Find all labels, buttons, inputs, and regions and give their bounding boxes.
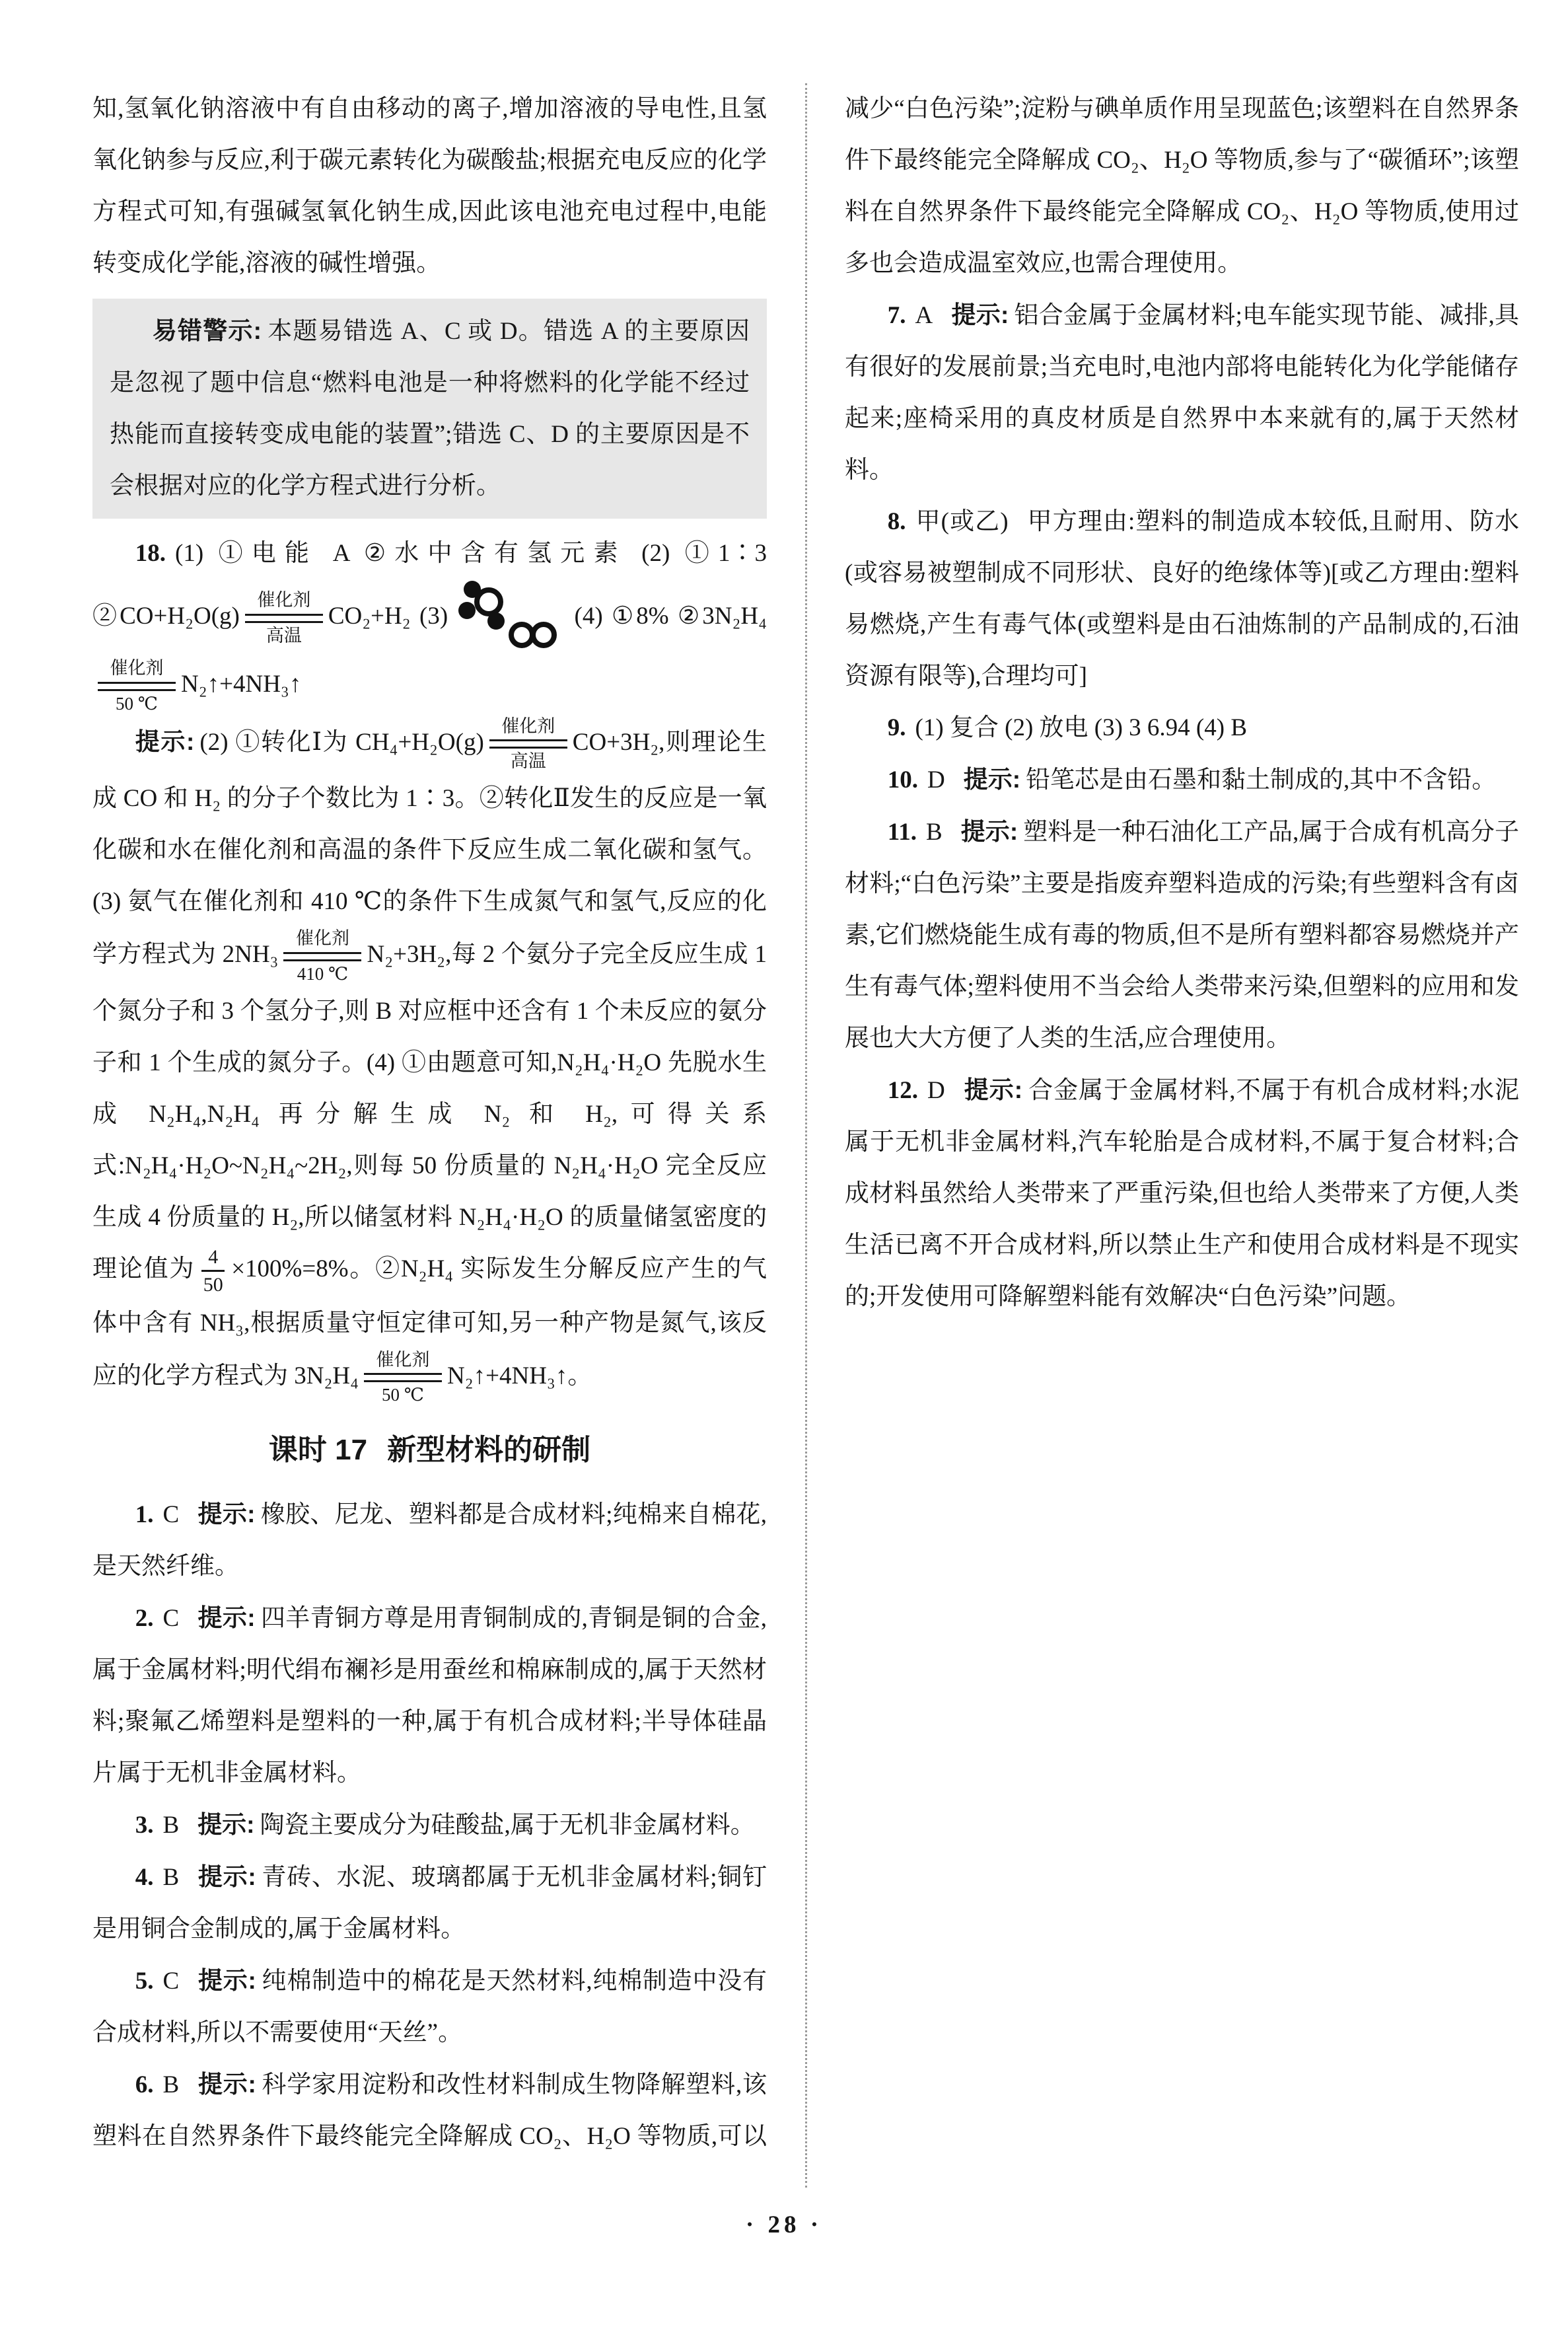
answer-letter: C bbox=[162, 1968, 180, 1995]
warning-text: 本题易错选 A、C 或 D。错选 A 的主要原因是忽视了题中信息“燃料电池是一种将燃料的化学能不经过热能而直接转变成电能的装置”;错选 C、D 的主要原因是不会根据对应的化学方程式进行分析。 bbox=[110, 318, 750, 499]
lesson-number: 课时 17 bbox=[268, 1434, 368, 1467]
item-text: 青砖、水泥、玻璃都属于无机非金属材料;铜钉是用铜合金制成的,属于金属材料。 bbox=[92, 1864, 767, 1943]
fraction: $\frac{4}{50}$ bbox=[201, 1244, 225, 1298]
reaction-condition: 催化剂 410 ℃ bbox=[283, 928, 361, 986]
answer-item-3 bbox=[92, 1799, 767, 1851]
warning-box bbox=[92, 299, 767, 519]
item-number: 1. bbox=[135, 1501, 154, 1529]
item-text: 合金属于金属材料,不属于有机合成材料;水泥属于无机非金属材料,汽车轮胎是合成材料,不属于复合材料;合成材料虽然给人类带来了严重污染,但也给人类带来了方便,人类生活已离不开合成材料,所以禁止生产和使用合成材料是不现实的;开发使用可降解塑料能有效解决“白色污染”问题。 bbox=[845, 1077, 1519, 1310]
answer-letter: C bbox=[162, 1501, 180, 1529]
answer-item-2 bbox=[92, 1592, 767, 1799]
reaction-condition: 催化剂 50 ℃ bbox=[98, 657, 176, 716]
molecule-diagram bbox=[448, 579, 565, 657]
answer-item-12 bbox=[845, 1064, 1519, 1323]
hint-label: 提示: bbox=[197, 1811, 255, 1839]
warning-paragraph bbox=[110, 305, 750, 512]
item-text: 甲方理由:塑料的制造成本较低,且耐用、防水(或容易被塑制成不同形状、良好的绝缘体等)[或乙方理由:塑料易燃烧,产生有毒气体(或塑料是由石油炼制的产品制成的,石油资源有限等),合理均可] bbox=[845, 508, 1519, 690]
item-number: 2. bbox=[135, 1605, 154, 1633]
answer-item-18 bbox=[92, 528, 767, 716]
item-number: 11. bbox=[887, 819, 917, 846]
answer-item-9 bbox=[845, 702, 1519, 754]
item-number: 4. bbox=[135, 1864, 154, 1892]
item-number: 6. bbox=[135, 2071, 154, 2099]
hint-label: 提示: bbox=[197, 1500, 256, 1528]
answer-letter: 甲(或乙) bbox=[915, 508, 1009, 535]
n2-molecule-icon bbox=[509, 620, 561, 651]
lesson-header bbox=[92, 1424, 767, 1477]
answer-letter: D bbox=[927, 1077, 945, 1104]
warning-label: 易错警示: bbox=[152, 317, 262, 344]
hint-text: (2) ①转化Ⅰ为 CH₄+H₂O(g) 催化剂 高温 CO+3H₂,则理论生成 CO 和 H₂ 的分子个数比为 1∶3。②转化Ⅱ发生的反应是一氧化碳和水在催化剂和高温的条件下反应生成二氧化碳和氢气。(3) 氨气在催化剂和 410 ℃的条件下生成氮气和氢气,反应的化学方程式为 2NH₃ 催化剂 410 ℃ N₂+3H₂,每 2 个氨分子完全反应生成 1 个氮分子和 3 个氢分子,则 B 对应框中还含有 1 个未反应的氨分子和 1 个生成的氮分子。(4) ①由题意可知,N₂H₄·H₂O 先脱水生成 N₂H₄,N₂H₄ 再分解生成 N₂ 和 H₂,可得关系式:N₂H₄·H₂O~N₂H₄~2H₂,则每 50 份质量的 N₂H₄·H₂O 完全反应生成 4 份质量的 H₂,所以储氢材料 N₂H₄·H₂O 的质量储氢密度的理论值为 $\frac{4}{50}$ ×100%=8%。②N₂H₄ 实际发生分解反应产生的气体中含有 NH₃,根据质量守恒定律可知,另一种产物是氮气,该反应的化学方程式为 3N₂H₄ 催化剂 50 ℃ N₂↑+4NH₃↑。 bbox=[92, 729, 767, 1389]
hint-label: 提示: bbox=[963, 1076, 1023, 1103]
answer-letter: B bbox=[162, 2071, 180, 2099]
item-text: 科学家用淀粉和改性材料制成生物降解塑料,该塑料在自然界条件下最终能完全降解成 CO₂、H₂O 等物质,可以减少“白色污染”;淀粉与碘单质作用呈现蓝色;该塑料在自然界条件下最终能完全降解成 CO₂、H₂O 等物质,参与了“碳循环”;该塑料在自然界条件下最终能完全降解成 CO₂、H₂O 等物质,使用过多也会造成温室效应,也需合理使用。 bbox=[92, 95, 1519, 2151]
answer-item-7 bbox=[845, 289, 1519, 496]
page-number: · 28 · bbox=[745, 2211, 823, 2238]
reaction-condition: 催化剂 高温 bbox=[489, 716, 567, 774]
item-text: 陶瓷主要成分为硅酸盐,属于无机非金属材料。 bbox=[260, 1812, 755, 1839]
hint-label: 提示: bbox=[197, 1863, 256, 1891]
hint-label: 提示: bbox=[963, 766, 1021, 793]
item-number: 3. bbox=[135, 1812, 154, 1839]
answer-item-5 bbox=[92, 1955, 767, 2059]
item-number: 9. bbox=[887, 714, 906, 741]
item-number: 12. bbox=[887, 1077, 918, 1104]
hint-label: 提示: bbox=[197, 1604, 256, 1632]
item-text: 四羊青铜方尊是用青铜制成的,青铜是铜的合金,属于金属材料;明代绢布襕衫是用蚕丝和棉麻制成的,属于天然材料;聚氟乙烯塑料是塑料的一种,属于有机合成材料;半导体硅晶片属于无机非金属材料。 bbox=[92, 1605, 767, 1787]
hint-label: 提示: bbox=[135, 727, 195, 755]
item-text: 纯棉制造中的棉花是天然材料,纯棉制造中没有合成材料,所以不需要使用“天丝”。 bbox=[92, 1968, 767, 2047]
answer-text-part1: (1) ①电能 A ②水中含有氢元素 (2) ①1∶3 ②CO+H₂O(g) 催化剂 高温 CO₂+H₂ (3) bbox=[92, 540, 767, 630]
answer-text-part2: (4) ①8% ②3N₂H₄ 催化剂 50 ℃ N₂↑+4NH₃↑ bbox=[92, 603, 767, 698]
hint-paragraph-18 bbox=[92, 716, 767, 1407]
answer-letter: B bbox=[925, 819, 943, 846]
answer-letter: B bbox=[162, 1864, 180, 1892]
item-text: 橡胶、尼龙、塑料都是合成材料;纯棉来自棉花,是天然纤维。 bbox=[92, 1501, 767, 1580]
hint-label: 提示: bbox=[960, 818, 1018, 845]
hint-label: 提示: bbox=[197, 2071, 256, 2098]
answer-item-1 bbox=[92, 1489, 767, 1592]
answer-item-8 bbox=[845, 496, 1519, 702]
lesson-title: 新型材料的研制 bbox=[387, 1434, 591, 1467]
content-columns bbox=[92, 83, 1519, 2188]
hint-label: 提示: bbox=[197, 1967, 256, 1995]
answer-letter: D bbox=[927, 766, 945, 793]
item-text: 塑料是一种石油化工产品,属于合成有机高分子材料;“白色污染”主要是指废弃塑料造成的污染;有些塑料含有卤素,它们燃烧能生成有毒的物质,但不是所有塑料都容易燃烧并产生有毒气体;塑料使用不当会给人类带来污染,但塑料的应用和发展也大大方便了人类的生活,应合理使用。 bbox=[845, 819, 1519, 1052]
hint-label: 提示: bbox=[951, 301, 1009, 328]
answer-letter: C bbox=[162, 1605, 180, 1633]
continuation-paragraph: 知,氢氧化钠溶液中有自由移动的离子,增加溶液的导电性,且氢氧化钠参与反应,利于碳元素转化为碳酸盐;根据充电反应的化学方程式可知,有强碱氢氧化钠生成,因此该电池充电过程中,电能转变成化学能,溶液的碱性增强。 bbox=[92, 95, 767, 277]
item-text: (1) 复合 (2) 放电 (3) 3 6.94 (4) B bbox=[915, 714, 1247, 741]
item-text: 铅笔芯是由石墨和黏土制成的,其中不含铅。 bbox=[1026, 766, 1497, 793]
item-number: 8. bbox=[887, 508, 906, 535]
answer-item-4 bbox=[92, 1851, 767, 1955]
reaction-condition: 催化剂 高温 bbox=[245, 589, 323, 647]
answer-item-10 bbox=[845, 754, 1519, 806]
item-text: 铝合金属于金属材料;电车能实现节能、减排,具有很好的发展前景;当充电时,电池内部将电能转化为化学能储存起来;座椅采用的真皮材质是自然界中本来就有的,属于天然材料。 bbox=[845, 302, 1519, 484]
reaction-condition: 催化剂 50 ℃ bbox=[364, 1349, 442, 1407]
answer-letter: B bbox=[162, 1812, 180, 1839]
item-number: 5. bbox=[135, 1968, 154, 1995]
item-number: 10. bbox=[887, 766, 918, 793]
answer-item-11 bbox=[845, 806, 1519, 1064]
item-number: 7. bbox=[887, 302, 906, 329]
item-number: 18. bbox=[135, 540, 166, 567]
answer-letter: A bbox=[915, 302, 933, 329]
